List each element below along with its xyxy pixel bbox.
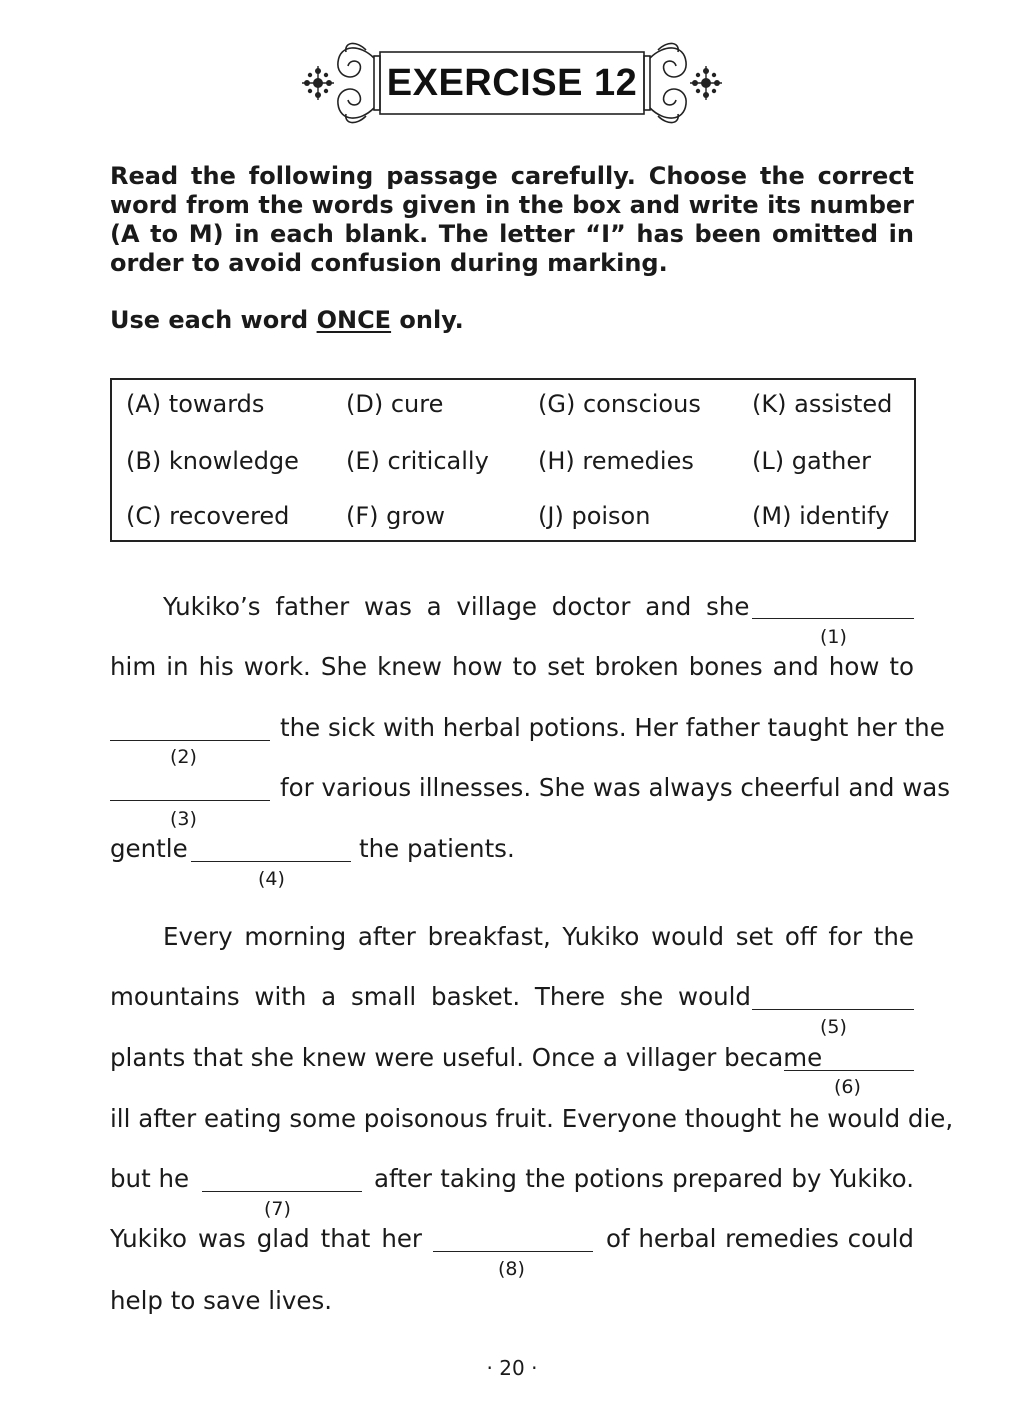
passage-line: but he — [110, 1164, 190, 1193]
word-option: (H) remedies — [538, 447, 694, 475]
passage-line: him in his work. She knew how to set broken bones and how to — [110, 652, 914, 681]
blank-number: (3) — [170, 808, 197, 830]
answer-blank-1[interactable] — [752, 594, 914, 619]
exercise-title: EXERCISE 12 — [386, 61, 638, 104]
passage-line: for various illnesses. She was always cheerful and was — [280, 773, 951, 802]
passage-line: after taking the potions prepared by Yukiko. — [374, 1164, 914, 1193]
blank-number: (5) — [820, 1016, 847, 1038]
answer-blank-4[interactable] — [191, 837, 351, 862]
word-option: (J) poison — [538, 502, 651, 530]
passage-line: gentle — [110, 834, 188, 863]
word-option: (A) towards — [126, 390, 265, 418]
answer-blank-2[interactable] — [110, 716, 270, 741]
passage-line: of herbal remedies could — [606, 1224, 914, 1253]
word-option: (G) conscious — [538, 390, 701, 418]
passage-line: the sick with herbal potions. Her father taught her the — [280, 713, 945, 742]
blank-number: (1) — [820, 626, 847, 648]
blank-number: (2) — [170, 746, 197, 768]
blank-number: (7) — [264, 1198, 291, 1220]
answer-blank-6[interactable] — [784, 1046, 914, 1071]
answer-blank-8[interactable] — [433, 1227, 593, 1252]
use-once-instruction — [110, 306, 464, 334]
word-option: (D) cure — [346, 390, 444, 418]
passage-line: help to save lives. — [110, 1286, 333, 1315]
answer-blank-3[interactable] — [110, 776, 270, 801]
word-option: (L) gather — [752, 447, 871, 475]
blank-number: (6) — [834, 1076, 861, 1098]
word-option: (B) knowledge — [126, 447, 299, 475]
instructions-text: Read the following passage carefully. Choose the correct word from the words given in the box and write its number (A to M) in each blank. The letter “I” has been omitted in order to avoid confusion during marking. — [110, 162, 914, 277]
passage-line: the patients. — [359, 834, 515, 863]
use-emphasis: ONCE — [316, 306, 392, 334]
word-option: (M) identify — [752, 502, 890, 530]
word-option: (C) recovered — [126, 502, 290, 530]
exercise-header — [300, 38, 724, 130]
passage-line: Yukiko was glad that her — [110, 1224, 422, 1253]
passage-line: ill after eating some poisonous fruit. Everyone thought he would die, — [110, 1104, 954, 1133]
word-option: (E) critically — [346, 447, 489, 475]
blank-number: (4) — [258, 868, 285, 890]
blank-number: (8) — [498, 1258, 525, 1280]
answer-blank-7[interactable] — [202, 1167, 362, 1192]
use-prefix: Use each word — [110, 306, 317, 334]
word-option: (K) assisted — [752, 390, 893, 418]
passage-line: Yukiko’s father was a village doctor and she — [163, 592, 750, 621]
use-suffix: only. — [391, 306, 464, 334]
passage-line: plants that she knew were useful. Once a villager became — [110, 1043, 823, 1072]
page-number: · 20 · — [486, 1356, 538, 1380]
passage-line: mountains with a small basket. There she would — [110, 982, 751, 1011]
word-box — [110, 378, 916, 542]
passage-line: Every morning after breakfast, Yukiko would set off for the — [163, 922, 914, 951]
answer-blank-5[interactable] — [752, 985, 914, 1010]
word-option: (F) grow — [346, 502, 446, 530]
